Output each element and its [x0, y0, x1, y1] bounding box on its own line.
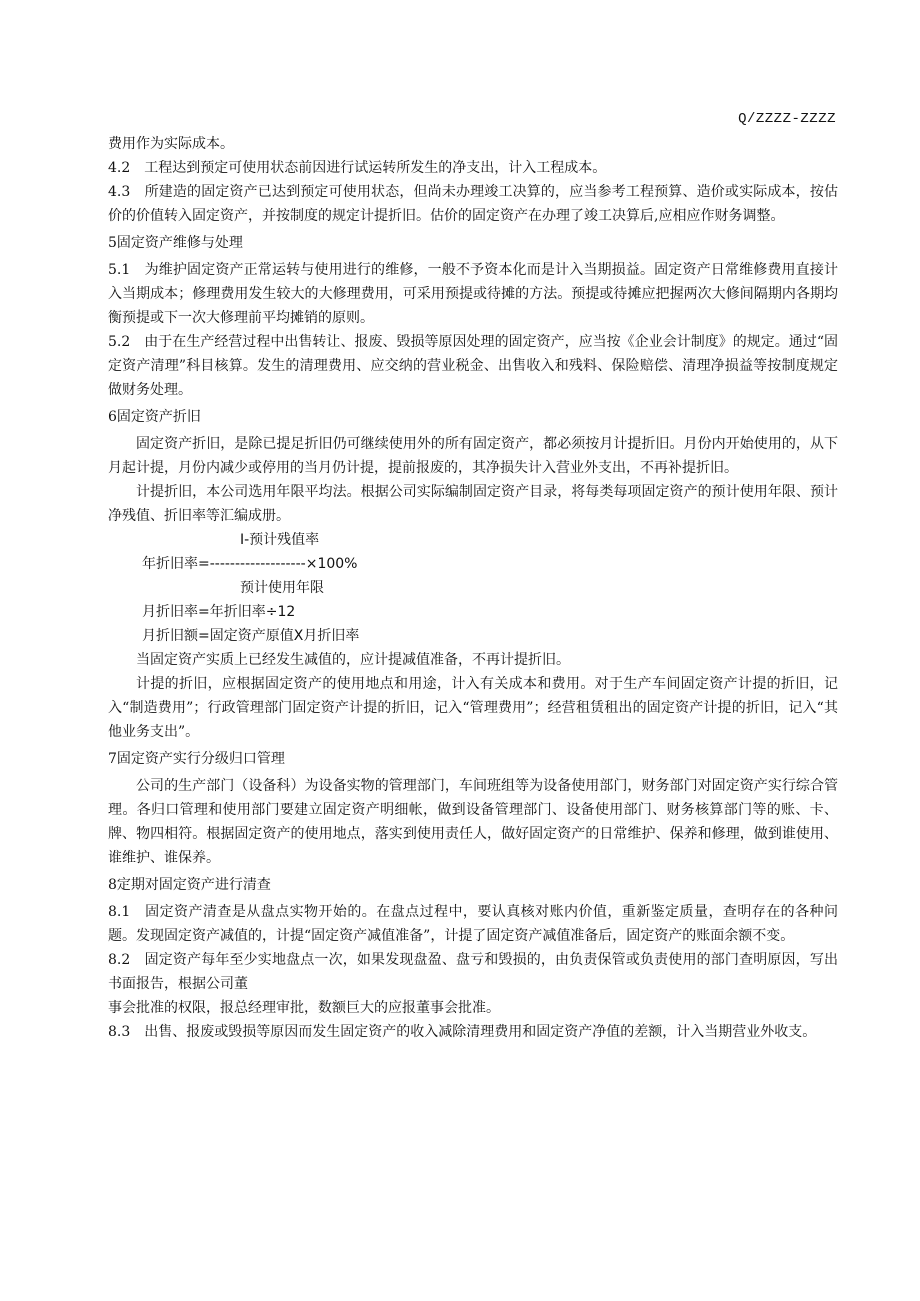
clause-5-1: 5.1 为维护固定资产正常运转与使用进行的维修，一般不予资本化而是计入当期损益。固定资产日常维修费用直接计入当期成本；修理费用发生较大的大修理费用，可采用预提或待摊的方法。预提或待摊应把握两次大修间隔期内各期均衡预提或下一次大修理前平均摊销的原则。 [108, 262, 838, 326]
clause-8-2-part-2: 事会批准的权限，报总经理审批，数额巨大的应报董事会批准。 [108, 1000, 500, 1016]
management-paragraph: 公司的生产部门（设备科）为设备实物的管理部门，车间班组等为设备使用部门，财务部门对固定资产实行综合管理。各归口管理和使用部门要建立固定资产明细帐，做到设备管理部门、设备使用部门、财务核算部门等的账、卡、牌、物四相符。根据固定资产的使用地点，落实到使用责任人，做好固定资产的日常维护、保养和修理，做到谁使用、谁维护、谁保养。 [108, 778, 838, 866]
paragraph-continuation: 费用作为实际成本。 [108, 136, 234, 152]
depreciation-paragraph-1: 固定资产折旧，是除已提足折旧仍可继续使用外的所有固定资产，都必须按月计提折旧。月份内开始使用的，从下月起计提，月份内减少或停用的当月仍计提，提前报废的，其净损失计入营业外支出，不再补提折旧。 [108, 436, 838, 476]
depreciation-paragraph-4: 计提的折旧，应根据固定资产的使用地点和用途，计入有关成本和费用。对于生产车间固定资产计提的折旧，记入“制造费用”；行政管理部门固定资产计提的折旧，记入“管理费用”；经营租赁租出的固定资产计提的折旧，记入“其他业务支出”。 [108, 676, 838, 740]
clause-4-3: 4.3 所建造的固定资产已达到预定可使用状态，但尚未办理竣工决算的，应当参考工程预算、造价或实际成本，按估价的价值转入固定资产，并按制度的规定计提折旧。估价的固定资产在办理了竣工决算后,应相应作财务调整。 [108, 184, 838, 224]
depreciation-paragraph-3: 当固定资产实质上已经发生减值的，应计提减值准备，不再计提折旧。 [136, 652, 570, 668]
formula-numerator: I-预计残值率 [240, 532, 320, 548]
clause-8-1: 8.1 固定资产清查是从盘点实物开始的。在盘点过程中，要认真核对账内价值，重新鉴定质量，查明存在的各种问题。发现固定资产减值的，计提“固定资产减值准备”，计提了固定资产减值准备后，固定资产的账面余额不变。 [108, 904, 838, 944]
section-heading-7: 7固定资产实行分级归口管理 [108, 751, 285, 767]
section-heading-6: 6固定资产折旧 [108, 409, 201, 425]
formula-monthly-amount: 月折旧额=固定资产原值X月折旧率 [142, 628, 360, 644]
formula-denominator: 预计使用年限 [240, 580, 324, 596]
clause-4-2: 4.2 工程达到预定可使用状态前因进行试运转所发生的净支出，计入工程成本。 [108, 160, 607, 176]
document-body [108, 132, 838, 1044]
formula-annual-rate: 年折旧率=-------------------×100% [142, 556, 358, 572]
clause-8-3: 8.3 出售、报废或毁损等原因而发生固定资产的收入减除清理费用和固定资产净值的差额，计入当期营业外收支。 [108, 1024, 817, 1040]
clause-8-2-part-1: 8.2 固定资产每年至少实地盘点一次，如果发现盘盈、盘亏和毁损的，由负责保管或负责使用的部门查明原因，写出书面报告，根据公司董 [108, 952, 838, 992]
clause-5-2: 5.2 由于在生产经营过程中出售转让、报废、毁损等原因处理的固定资产，应当按《企业会计制度》的规定。通过“固定资产清理”科目核算。发生的清理费用、应交纳的营业税金、出售收入和残料、保险赔偿、清理净损益等按制度规定做财务处理。 [108, 334, 838, 398]
formula-monthly-rate: 月折旧率=年折旧率÷12 [142, 604, 296, 620]
depreciation-paragraph-2: 计提折旧，本公司选用年限平均法。根据公司实际编制固定资产目录，将每类每项固定资产的预计使用年限、预计净残值、折旧率等汇编成册。 [108, 484, 838, 524]
section-heading-8: 8定期对固定资产进行清查 [108, 877, 271, 893]
section-heading-5: 5固定资产维修与处理 [108, 235, 243, 251]
document-code: Q/ZZZZ-ZZZZ [738, 111, 836, 127]
